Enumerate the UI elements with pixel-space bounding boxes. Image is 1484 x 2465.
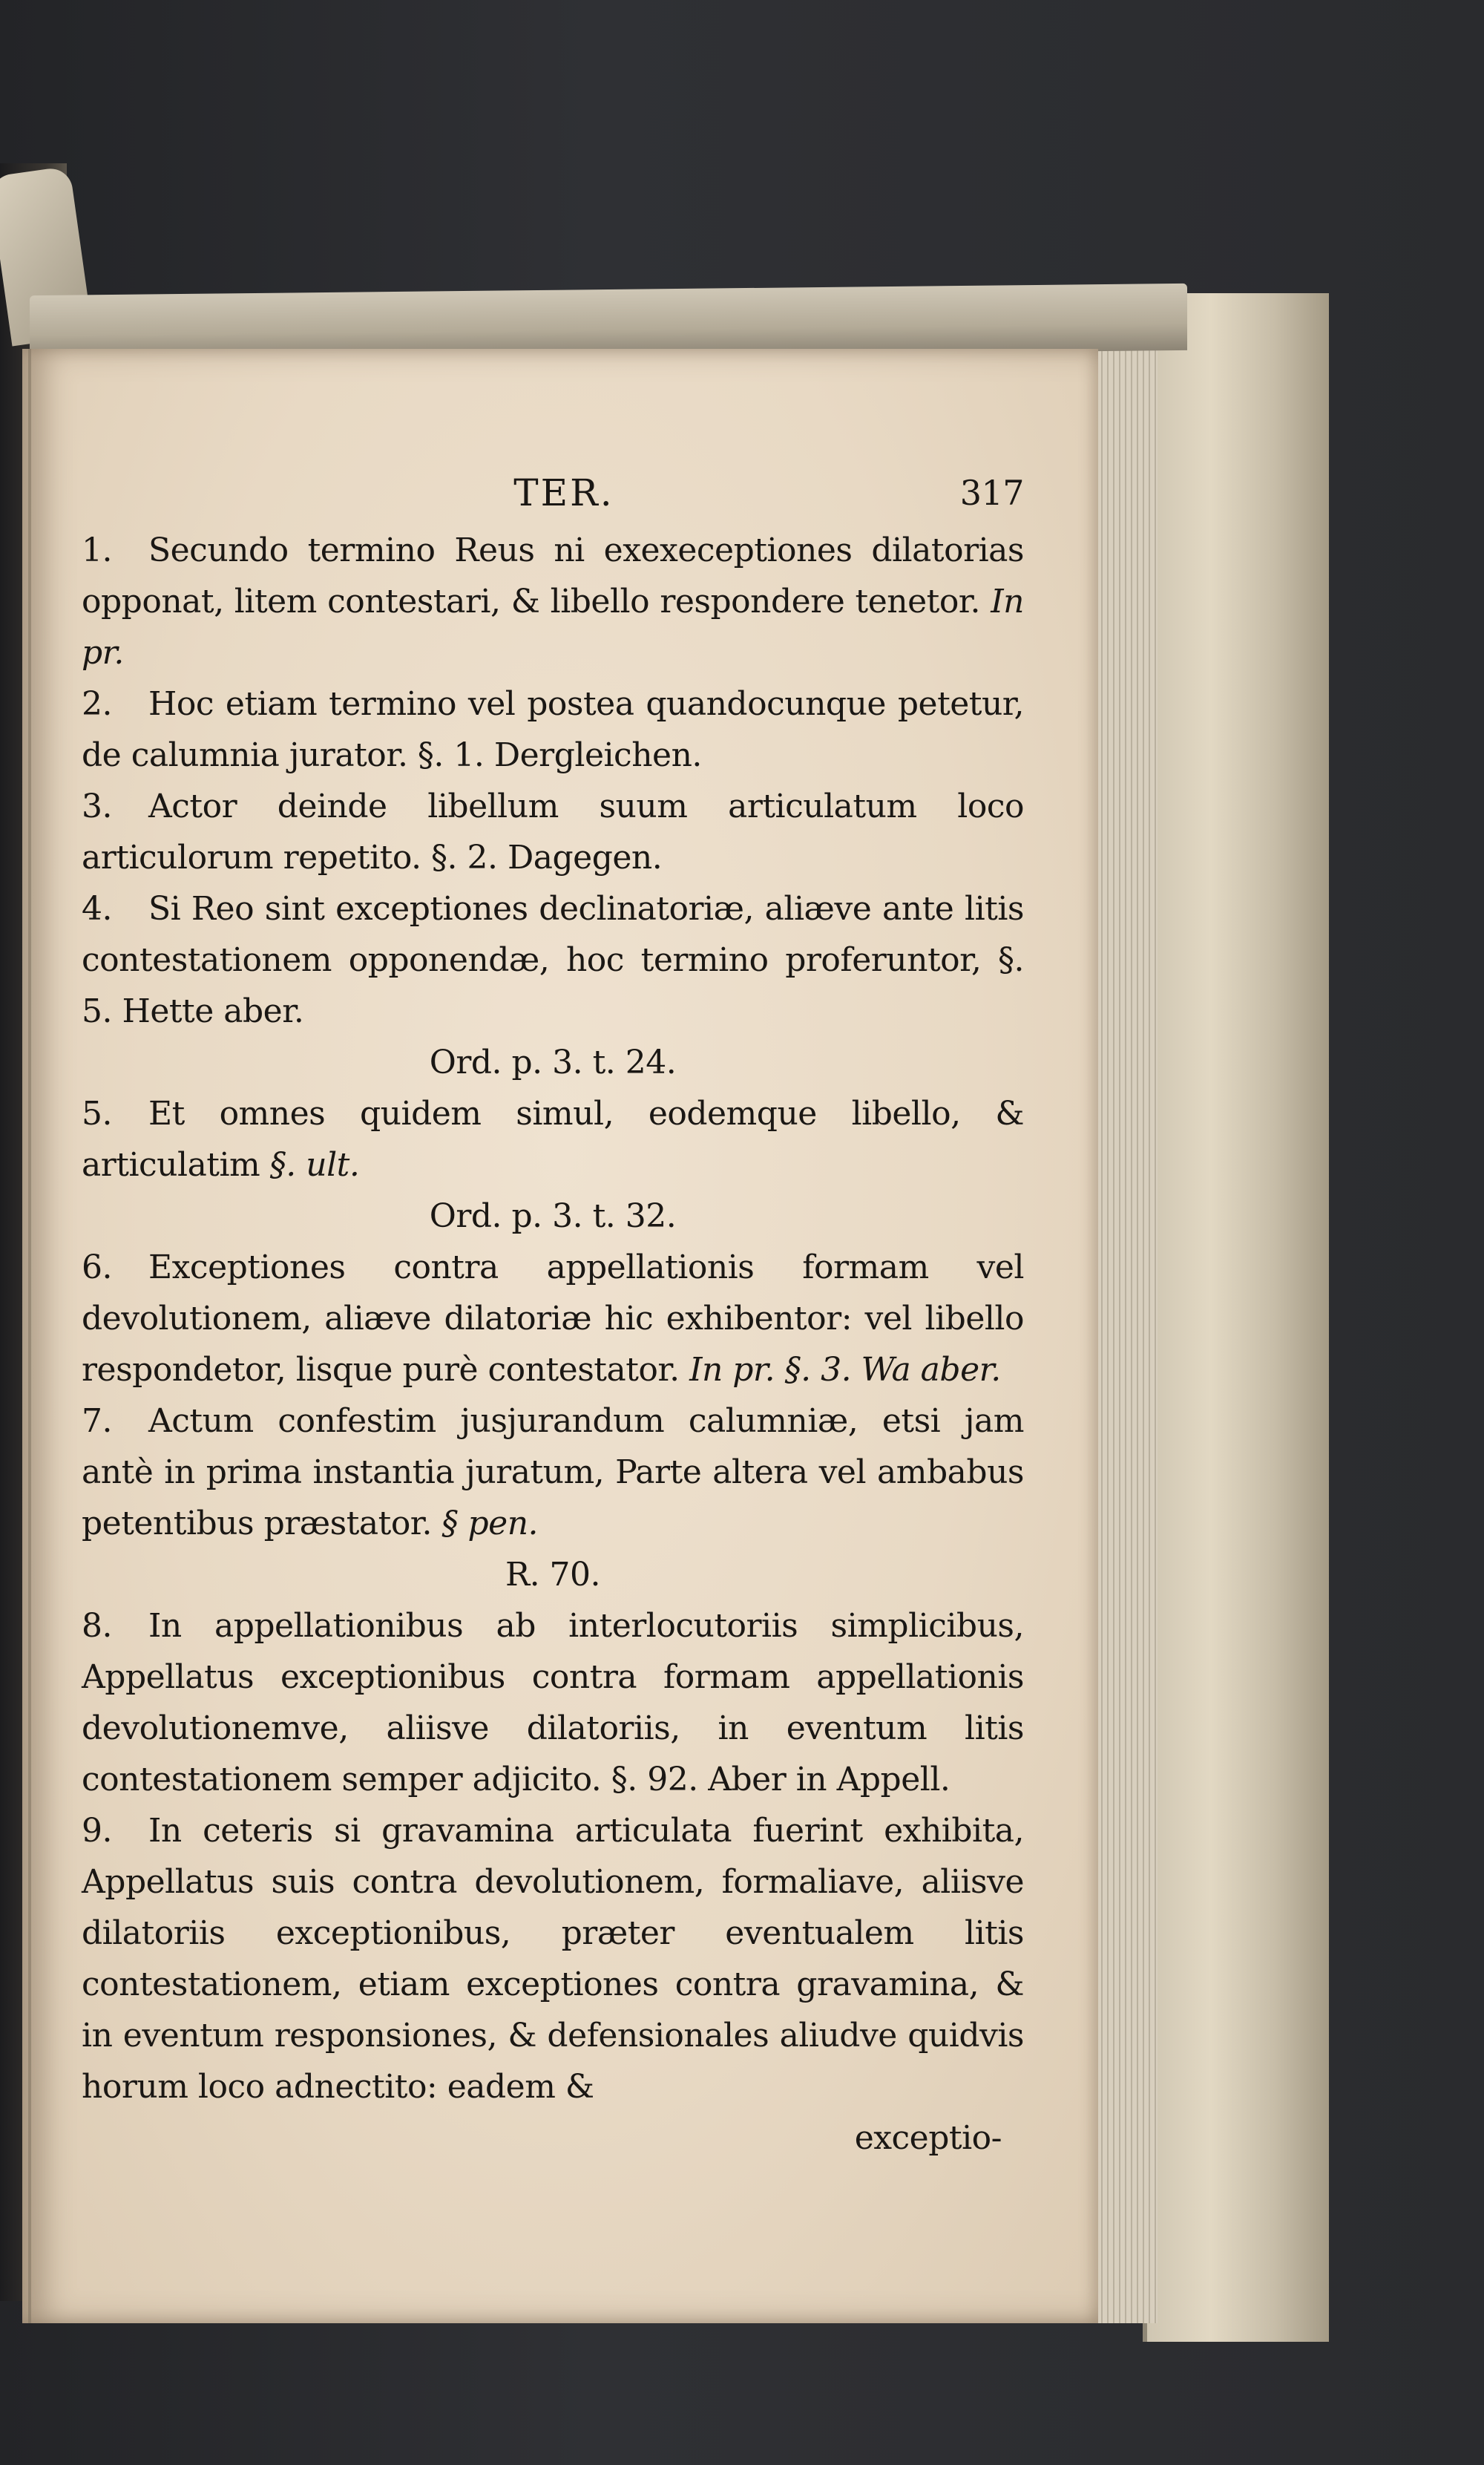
page-text	[82, 468, 1024, 2164]
paragraph-ref: § pen.	[441, 1505, 539, 1542]
paragraph-text: Actor deinde libellum suum articulatum loco articulorum repetito. §. 2. Dagegen.	[82, 788, 1024, 877]
paragraph-number: 8.	[82, 1607, 112, 1645]
paragraph-number: 3.	[82, 788, 112, 825]
paragraph-text: Hoc etiam termino vel postea quandocunque petetur, de calumnia jurator. §. 1. Dergleichen.	[82, 685, 1024, 774]
paragraph-number: 4.	[82, 890, 112, 928]
paragraph-number: 6.	[82, 1248, 112, 1286]
gutter-line	[28, 349, 31, 2323]
paragraph-text: Actum confestim jusjurandum calumniæ, etsi jam antè in prima instantia juratum, Parte altera vel ambabus petentibus præstator.	[82, 1402, 1024, 1542]
paragraph-text: Si Reo sint exceptiones declinatoriæ, aliæve ante litis contestationem opponendæ, hoc termino proferuntor, §. 5. Hette aber.	[82, 890, 1024, 1030]
paragraph-text: Exceptiones contra appellationis formam vel devolutionem, aliæve dilatoriæ hic exhibentor: vel libello respondetor, lisque purè contestator.	[82, 1248, 1024, 1389]
page-number: 317	[959, 473, 1024, 513]
paragraph-ref: In pr. §. 3. Wa aber.	[689, 1351, 1001, 1389]
paragraph	[82, 1600, 1024, 1805]
paragraph-number: 5.	[82, 1095, 112, 1133]
paragraph	[82, 883, 1024, 1037]
book-fore-edge-block	[1143, 293, 1329, 2342]
page-edges	[1091, 349, 1158, 2323]
paragraph-number: 7.	[82, 1402, 112, 1440]
paragraph	[82, 1395, 1024, 1549]
paragraph-text: Secundo termino Reus ni exexeceptiones dilatorias opponat, litem contestari, & libello respondere tenetor.	[82, 531, 1024, 621]
section-reference: R. 70.	[505, 1556, 601, 1594]
paragraph	[82, 678, 1024, 781]
paragraph	[82, 1805, 1024, 2112]
book-page	[22, 349, 1098, 2323]
ordinance-reference: Ord. p. 3. t. 32.	[429, 1197, 677, 1235]
ordinance-reference: Ord. p. 3. t. 24.	[429, 1044, 677, 1081]
paragraph-text: Et omnes quidem simul, eodemque libello, & articulatim	[82, 1095, 1024, 1184]
paragraph-ref: In pr.	[82, 583, 1024, 672]
running-title: TER.	[513, 471, 614, 514]
paragraph-text: In appellationibus ab interlocutoriis simplicibus, Appellatus exceptionibus contra formam appellationis devolutionemve, aliisve dilatoriis, in eventum litis contestationem semper adjicito. §. 92. Aber in Appell.	[82, 1607, 1024, 1798]
page-header	[82, 468, 1024, 519]
paragraph	[82, 1242, 1024, 1395]
catchword: exceptio-	[854, 2119, 1002, 2157]
paragraph-number: 1.	[82, 531, 112, 569]
paragraph-number: 9.	[82, 1812, 112, 1850]
paragraph	[82, 525, 1024, 678]
paragraph-text: In ceteris si gravamina articulata fuerint exhibita, Appellatus suis contra devolutionem, formaliave, aliisve dilatoriis exceptionibus, præter eventualem litis contestationem, etiam exceptiones contra gravamina, & in eventum responsiones, & defensionales aliudve quidvis horum loco adnectito: eadem &	[82, 1812, 1024, 2106]
paragraph-ref: §. ult.	[269, 1146, 360, 1184]
paragraph-number: 2.	[82, 685, 112, 723]
paragraph	[82, 1088, 1024, 1191]
paragraph	[82, 781, 1024, 883]
